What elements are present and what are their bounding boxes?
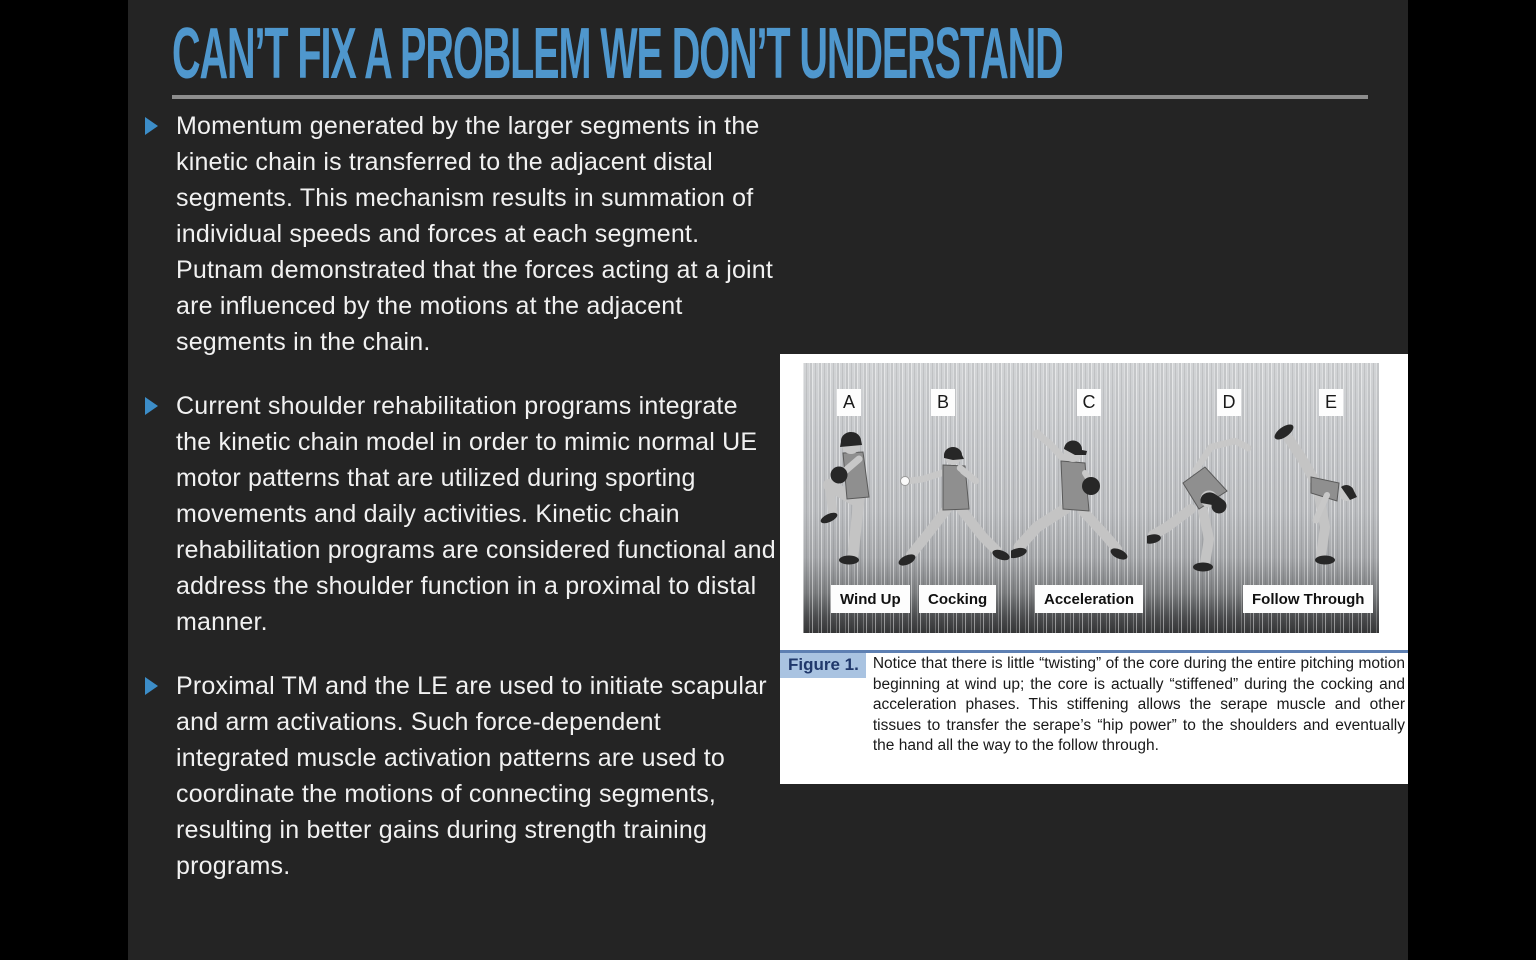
bullet-text-1: Momentum generated by the larger segments in the kinetic chain is transferred to the adjacent distal segments. This mechanism results in summation of individual speeds and forces at each segment. Putnam demonstrated that the forces acting at a joint are influenced by the motions at the adjacent segments in the chain. (176, 112, 774, 356)
figure-panel (780, 354, 1408, 784)
title-divider (172, 95, 1368, 99)
bullet-triangle-icon (145, 397, 158, 415)
presentation-slide (128, 0, 1408, 960)
phase-label-cocking: Cocking (919, 585, 996, 613)
pitcher-figure-followthrough (1267, 419, 1379, 569)
slide-title: CAN’T FIX A PROBLEM WE DON’T UNDERSTAND (172, 14, 1063, 94)
pitcher-figure-deceleration (1147, 425, 1272, 575)
figure-caption (780, 653, 1408, 757)
pitching-phases-image (803, 363, 1379, 633)
pitcher-figure-acceleration (1011, 423, 1131, 573)
phase-letter-c: C (1077, 389, 1101, 416)
bullet-triangle-icon (145, 117, 158, 135)
slide-title-wrap (172, 14, 1392, 94)
phase-label-windup: Wind Up (831, 585, 910, 613)
bullet-item-2 (145, 388, 785, 640)
phase-letter-e: E (1319, 389, 1343, 416)
phase-letter-b: B (931, 389, 955, 416)
bullet-text-2: Current shoulder rehabilitation programs integrate the kinetic chain model in order to mimic normal UE motor patterns that are utilized during sporting movements and daily activities. Kinetic chain rehabilitation programs are considered functional and address the shoulder function in a proximal to distal manner. (176, 392, 776, 636)
phase-label-acceleration: Acceleration (1035, 585, 1143, 613)
bullet-item-1 (145, 108, 785, 360)
phase-label-followthrough: Follow Through (1243, 585, 1373, 613)
bullet-item-3 (145, 668, 785, 884)
phase-letter-d: D (1217, 389, 1241, 416)
phase-letter-a: A (837, 389, 861, 416)
figure-caption-label: Figure 1. (780, 653, 866, 678)
bullet-text-3: Proximal TM and the LE are used to initiate scapular and arm activations. Such force-dependent integrated muscle activation patterns are used to coordinate the motions of connecting segments, resulting in better gains during strength training programs. (176, 672, 767, 880)
pitcher-figure-cocking (897, 435, 1012, 585)
bullet-triangle-icon (145, 677, 158, 695)
figure-caption-text: Notice that there is little “twisting” of the core during the entire pitching motion beginning at wind up; the core is actually “stiffened” during the cocking and acceleration phases. This stiffening allows the serape muscle and other tissues to transfer the serape’s “hip power” to the shoulders and eventually the hand all the way to the follow through. (872, 655, 1405, 754)
